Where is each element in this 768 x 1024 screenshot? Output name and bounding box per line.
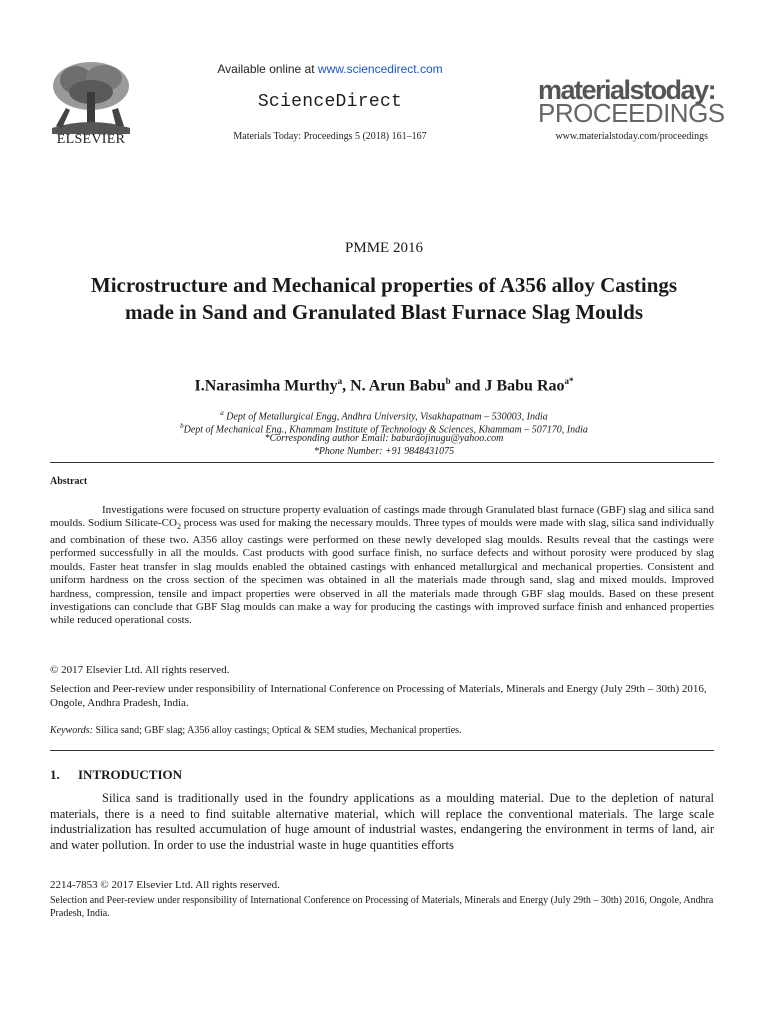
author-separator: , xyxy=(342,377,351,395)
keywords xyxy=(50,725,714,736)
section-title: INTRODUCTION xyxy=(78,767,183,782)
author-separator: and xyxy=(450,377,485,395)
corresponding-author-email: *Corresponding author Email: baburaojinugu@yahoo.com xyxy=(264,433,504,444)
journal-reference: Materials Today: Proceedings 5 (2018) 161–167 xyxy=(233,131,427,142)
keywords-list: Silica sand; GBF slag; A356 alloy castings; Optical & SEM studies, Mechanical properties. xyxy=(92,725,462,736)
affiliation-text: Dept of Metallurgical Engg, Andhra University, Visakhapatnam – 530003, India xyxy=(223,411,548,423)
section-number: 1. xyxy=(50,767,60,782)
abstract-heading: Abstract xyxy=(50,476,88,487)
abstract-text xyxy=(50,504,714,628)
author-name: J Babu Rao xyxy=(484,377,565,395)
platform-name: ScienceDirect xyxy=(257,92,403,112)
keywords-label: Keywords: xyxy=(50,725,93,736)
introduction-text: Silica sand is traditionally used in the foundry applications as a moulding material. Due to the depletion of natural materials, there is a need to find suitable alternative material, which will replace the conventional materials. The large scale industrialization has resulted accumulation of huge amount of industrial wastes, endangering the environment in terms of land, air and water pollution. In order to use the industrial waste in huge quantities efforts xyxy=(50,791,714,852)
divider xyxy=(50,750,714,751)
affiliation-mark: b xyxy=(180,422,184,430)
author-name: N. Arun Babu xyxy=(350,377,446,395)
affiliation-mark: a xyxy=(220,409,224,417)
brand-line-1: materialstoday: xyxy=(538,75,716,105)
elsevier-tree-logo xyxy=(46,58,136,134)
conference-name: PMME 2016 xyxy=(345,240,423,256)
sciencedirect-link[interactable]: www.sciencedirect.com xyxy=(317,62,443,76)
author-list xyxy=(0,376,768,395)
author-name: I.Narasimha Murthy xyxy=(194,377,338,395)
corresponding-author-phone: *Phone Number: +91 9848431075 xyxy=(313,446,455,457)
paper-title: Microstructure and Mechanical properties of A356 alloy Castings made in Sand and Granulated Blast Furnace Slag Moulds xyxy=(90,273,678,324)
section-heading xyxy=(50,767,182,783)
subscript: 2 xyxy=(176,522,181,532)
brand-line-2: PROCEEDINGS xyxy=(538,98,725,128)
publisher-name: ELSEVIER xyxy=(56,132,126,147)
abstract-text-part: process was used for making the necessary moulds. Three types of moulds were made with slag, silica sand individually and combination of these two. A356 alloy castings were performed on these newly developed slag moulds. Results reveal that the castings were performed successfully in all the moulds. Cast products with good surface finish, no surface defects and without porosity were produced by slag moulds. Faster heat transfer in slag moulds enabled the obtained castings with enhanced metallurgical and mechanical properties. Consistent and uniform hardness on the cross section of the specimen was obtained in all the materials made through sand, slag and mixed moulds. Improved hardness, compression, tensile and impact properties were observed in all the materials made through GBF slag moulds. Based on these present investigations can conclude that GBF Slag moulds can make a way for producing the castings with improved surface finish and enhanced properties while reduced operational costs. xyxy=(50,517,714,627)
author-affiliation-mark: b xyxy=(445,376,451,386)
divider xyxy=(50,462,714,463)
availability-prefix: Available online at xyxy=(217,62,318,76)
affiliation-text: Dept of Mechanical Eng., Khammam Institute of Technology & Sciences, Khammam – 507170, India xyxy=(183,424,588,436)
copyright-notice: © 2017 Elsevier Ltd. All rights reserved. xyxy=(50,664,230,676)
availability-line xyxy=(140,62,520,76)
author-affiliation-mark: a xyxy=(337,376,343,386)
issn-copyright: 2214-7853 © 2017 Elsevier Ltd. All rights reserved. xyxy=(50,879,280,891)
author-affiliation-mark: a* xyxy=(564,376,574,386)
peer-review-notice: Selection and Peer-review under responsibility of International Conference on Processing of Materials, Minerals and Energy (July 29th – 30th) 2016, Ongole, Andhra Pradesh, India. xyxy=(50,683,707,709)
abstract-text-part: Investigations were focused on structure property evaluation of castings made through Granulated blast furnace (GBF) slag and silica sand moulds. Sodium Silicate-CO xyxy=(50,504,714,530)
journal-url[interactable]: www.materialstoday.com/proceedings xyxy=(555,131,708,142)
footer-peer-review: Selection and Peer-review under responsibility of International Conference on Processing of Materials, Minerals and Energy (July 29th – 30th) 2016, Ongole, Andhra Pradesh, India. xyxy=(50,895,714,919)
materials-today-logo xyxy=(538,75,725,128)
